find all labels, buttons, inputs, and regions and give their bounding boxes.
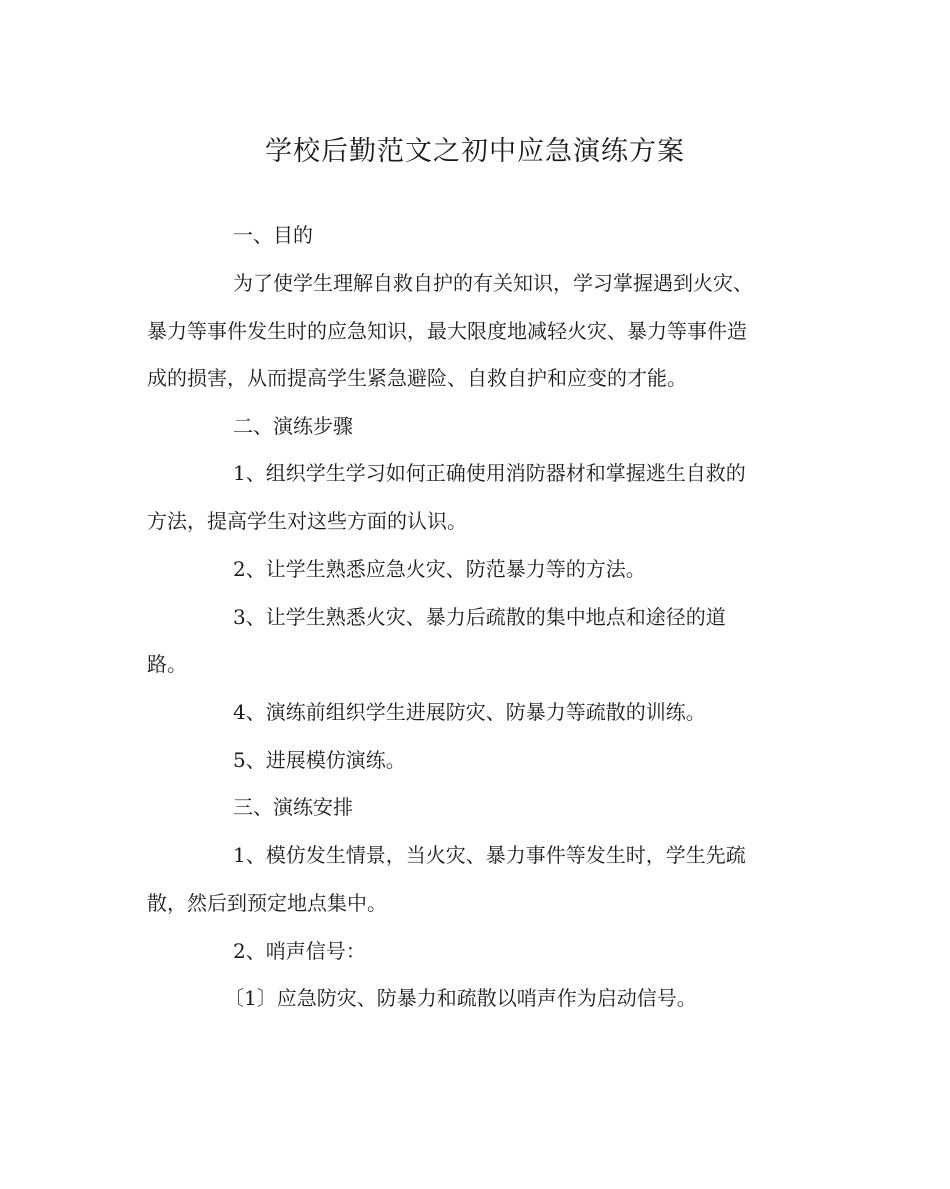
step-5: 5、进展模仿演练。 [233, 748, 406, 772]
step-1-line-2: 方法，提高学生对这些方面的认识。 [147, 509, 467, 533]
document-title: 学校后勤范文之初中应急演练方案 [265, 136, 685, 167]
section-heading-purpose: 一、目的 [233, 223, 313, 247]
purpose-body-line-2: 暴力等事件发生时的应急知识，最大限度地减轻火灾、暴力等事件造 [147, 319, 747, 343]
arrangement-2: 2、哨声信号： [233, 939, 366, 963]
step-3-line-1: 3、让学生熟悉火灾、暴力后疏散的集中地点和途径的道 [233, 605, 726, 629]
arrangement-1-line-1: 1、模仿发生情景，当火灾、暴力事件等发生时，学生先疏 [233, 843, 746, 867]
section-heading-steps: 二、演练步骤 [233, 414, 353, 438]
section-heading-arrangement: 三、演练安排 [233, 795, 353, 819]
step-1-line-1: 1、组织学生学习如何正确使用消防器材和掌握逃生自救的 [233, 461, 746, 485]
purpose-body-line-3: 成的损害，从而提高学生紧急避险、自救自护和应变的才能。 [147, 366, 687, 390]
step-4: 4、演练前组织学生进展防灾、防暴力等疏散的训练。 [233, 700, 706, 724]
purpose-body-line-1: 为了使学生理解自救自护的有关知识，学习掌握遇到火灾、 [233, 271, 753, 295]
arrangement-1-line-2: 散，然后到预定地点集中。 [147, 891, 387, 915]
arrangement-2-sub-1: 〔1〕应急防灾、防暴力和疏散以哨声作为启动信号。 [224, 986, 697, 1010]
step-2: 2、让学生熟悉应急火灾、防范暴力等的方法。 [233, 557, 646, 581]
step-3-line-2: 路。 [147, 652, 187, 676]
